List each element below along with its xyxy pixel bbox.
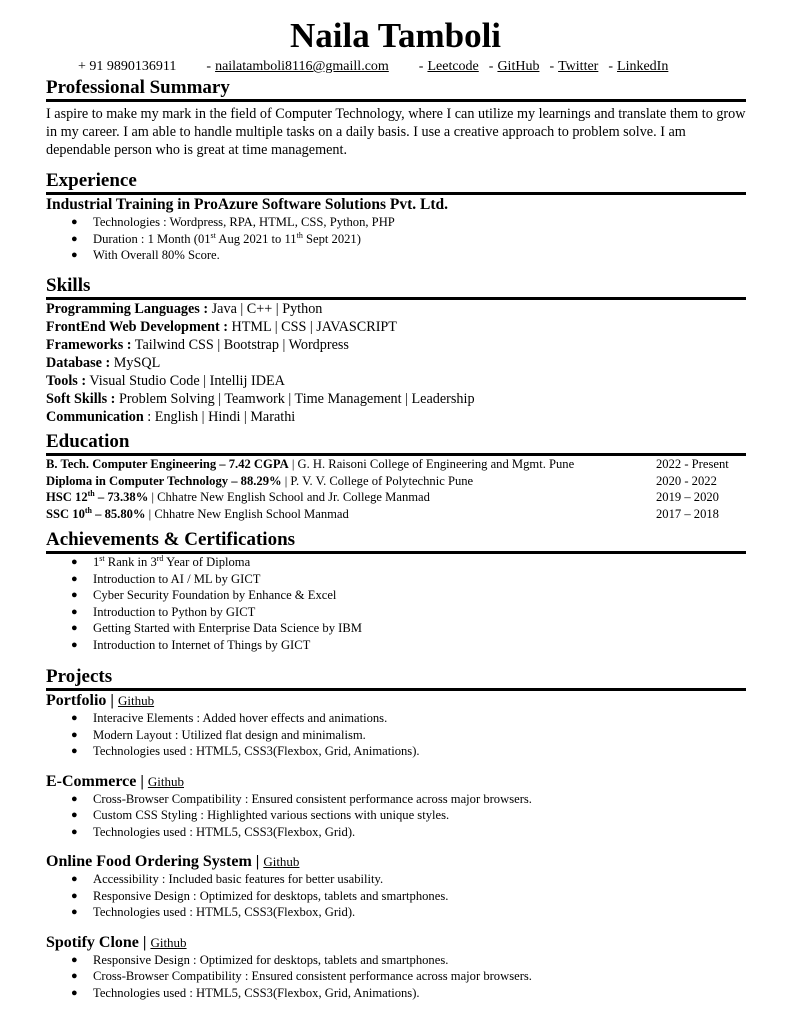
list-item: ● Cross-Browser Compatibility : Ensured consistent performance across major browsers. [71, 791, 532, 806]
summary-section [46, 77, 746, 159]
skill-row: Database : MySQL [46, 355, 161, 371]
list-item: ● Technologies used : HTML5, CSS3(Flexbox, Grid, Animations). [71, 744, 420, 758]
education-row: Diploma in Computer Technology – 88.29% | P. V. V. College of Polytechnic Pune 2020 - 2022 [46, 473, 717, 488]
project-name: E-Commerce [46, 772, 137, 790]
skills-section [46, 275, 746, 426]
experience-title: Experience [46, 170, 137, 191]
education-row: SSC 10th – 85.80% | Chhatre New English School Manmad 2017 – 2018 [46, 505, 719, 521]
project-ecommerce: E-Commerce | Github ● Cross-Browser Compatibility : Ensured consistent performance across major browsers. ● Custom CSS Styling : Highlighted various sections with unique styles. ● Technologies used : HTML5, CSS3(Flexbox, Grid). [46, 773, 746, 841]
project-spotify-clone: Spotify Clone | Github ● Responsive Design : Optimized for desktops, tablets and smartphones. ● Cross-Browser Compatibility : Ensured consistent performance across major browsers. ● Technologies used : HTML5, CSS3(Flexbox, Grid, Animations). [46, 934, 746, 1002]
twitter-link[interactable]: Twitter [558, 59, 599, 74]
leetcode-link[interactable]: Leetcode [427, 59, 479, 74]
education-row: B. Tech. Computer Engineering – 7.42 CGPA | G. H. Raisoni College of Engineering and Mgmt. Pune 2022 - Present [46, 457, 729, 471]
project-portfolio: Portfolio | Github ● Interacive Elements : Added hover effects and animations. ● Modern Layout : Utilized flat design and minimalism. ● Technologies used : HTML5, CSS3(Flexbox, Grid, Animations). [46, 692, 746, 760]
education-row: HSC 12th – 73.38% | Chhatre New English School and Jr. College Manmad 2019 – 2020 [46, 488, 719, 504]
achievements-list [46, 554, 746, 653]
list-item: ● Responsive Design : Optimized for desktops, tablets and smartphones. [71, 952, 449, 967]
project-food-ordering: Online Food Ordering System | Github ● Accessibility : Included basic features for better usability. ● Responsive Design : Optimized for desktops, tablets and smartphones. ● Technologies used : HTML5, CSS3(Flexbox, Grid). [46, 853, 746, 921]
skills-title: Skills [46, 275, 91, 296]
contact-line: + 91 9890136911 - nailatamboli8116@gmaill.com - Leetcode - GitHub - Twitter - LinkedIn [78, 59, 669, 74]
list-item: ● Accessibility : Included basic features for better usability. [71, 872, 384, 886]
project-name: Spotify Clone [46, 933, 139, 951]
experience-bullets [46, 214, 746, 264]
list-item: ● Custom CSS Styling : Highlighted various sections with unique styles. [71, 808, 450, 822]
github-link[interactable]: Github [117, 693, 155, 708]
linkedin-link[interactable]: LinkedIn [617, 59, 669, 74]
skill-row: Programming Languages : Java | C++ | Python [46, 301, 323, 317]
achievements-title: Achievements & Certifications [46, 529, 296, 550]
project-name: Online Food Ordering System [46, 853, 252, 870]
list-item: ● Cross-Browser Compatibility : Ensured consistent performance across major browsers. [71, 969, 532, 983]
section-divider [46, 688, 746, 691]
projects-section [46, 666, 746, 1001]
list-item: ● Modern Layout : Utilized flat design and minimalism. [71, 727, 366, 742]
github-link[interactable]: Github [150, 934, 187, 950]
list-item: ● Technologies : Wordpress, RPA, HTML, CSS, Python, PHP [71, 215, 395, 229]
list-item: ● Introduction to Python by GICT [71, 604, 256, 619]
achievements-section [46, 529, 746, 653]
list-item: ● Interacive Elements : Added hover effects and animations. [71, 711, 388, 725]
skill-row: Frameworks : Tailwind CSS | Bootstrap | Wordpress [46, 337, 349, 353]
list-item: ● Duration : 1 Month (01st Aug 2021 to 11th Sept 2021) [71, 230, 361, 246]
section-divider [46, 99, 746, 102]
list-item: ● Technologies used : HTML5, CSS3(Flexbox, Grid). [71, 905, 356, 919]
list-item: ● Introduction to Internet of Things by GICT [71, 637, 311, 652]
summary-title: Professional Summary [46, 77, 230, 98]
project-name: Portfolio [46, 692, 107, 709]
resume-name: Naila Tamboli [289, 16, 502, 55]
education-section [46, 431, 746, 522]
list-item: ● Technologies used : HTML5, CSS3(Flexbox, Grid, Animations). [71, 985, 420, 1000]
experience-role: Industrial Training in ProAzure Software Solutions Pvt. Ltd. [46, 196, 449, 213]
list-item: ● Responsive Design : Optimized for desktops, tablets and smartphones. [71, 888, 449, 903]
list-item: ● With Overall 80% Score. [71, 248, 220, 262]
education-title: Education [46, 431, 130, 452]
projects-title: Projects [46, 666, 113, 687]
phone-number: + 91 9890136911 [78, 59, 177, 74]
list-item: ● Getting Started with Enterprise Data Science by IBM [71, 621, 362, 635]
github-link[interactable]: Github [147, 773, 184, 789]
skill-row: Soft Skills : Problem Solving | Teamwork | Time Management | Leadership [46, 391, 475, 407]
list-item: ● 1st Rank in 3rd Year of Diploma [71, 553, 251, 569]
list-item: ● Technologies used : HTML5, CSS3(Flexbox, Grid). [71, 824, 356, 839]
summary-text: I aspire to make my mark in the field of Computer Technology, where I can utilize my learnings and translate them to grow in my career. I am able to handle multiple tasks on a daily basis. I use a creative approach to problem solve. I am dependable person who is great at time management. [46, 106, 746, 158]
skill-row: FrontEnd Web Development : HTML | CSS | JAVASCRIPT [46, 319, 397, 335]
skill-row: Communication : English | Hindi | Marathi [46, 409, 296, 425]
list-item: ● Cyber Security Foundation by Enhance & Excel [71, 588, 337, 602]
github-link[interactable]: Github [263, 854, 300, 869]
experience-section [46, 170, 746, 264]
github-link[interactable]: GitHub [497, 59, 540, 74]
email-link[interactable]: nailatamboli8116@gmaill.com [215, 59, 389, 74]
list-item: ● Introduction to AI / ML by GICT [71, 571, 261, 586]
skill-row: Tools : Visual Studio Code | Intellij IDEA [46, 373, 285, 389]
